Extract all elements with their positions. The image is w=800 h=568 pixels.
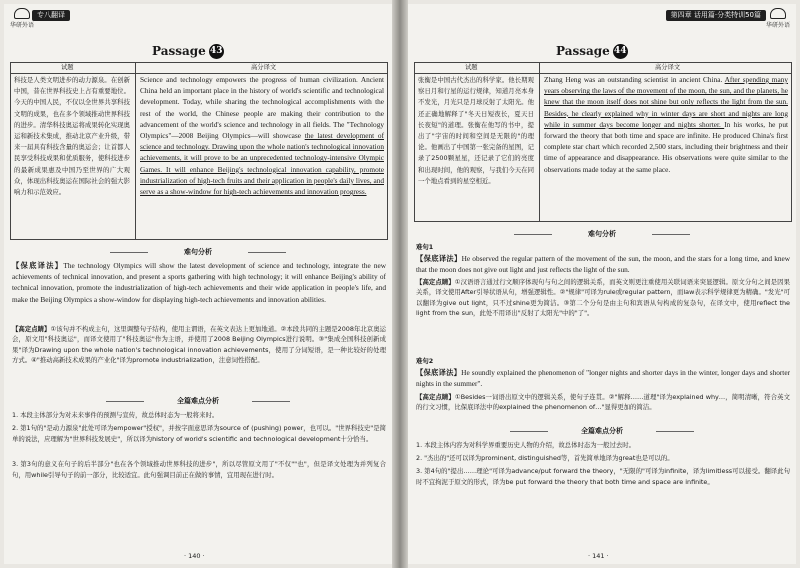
book-gutter	[392, 0, 408, 568]
passage-number: 44	[613, 44, 628, 59]
page-number: · 140 ·	[184, 552, 205, 560]
difficult-sentence-2-label: 难句2	[416, 357, 434, 365]
publisher-logo: 华研外语	[766, 8, 790, 29]
publisher-logo: 华研外语	[10, 8, 34, 29]
overall-point-2: 2. "杰出的"还可以译为prominent, distinguished等，首先简单地译为great也是可以的。	[416, 454, 674, 462]
difficulty-section-title: 难句分析	[558, 229, 646, 239]
header-badge: 专八翻译	[32, 10, 70, 21]
box-header: 试题 高分译文	[11, 63, 387, 74]
left-page	[4, 4, 392, 564]
logo-mark-icon	[770, 8, 786, 19]
difficulty-section-title: 难句分析	[154, 247, 242, 257]
overall-section-title: 全篇难点分析	[554, 426, 650, 436]
header-badge: 第四章 话用篇·分类特训50篇	[666, 10, 766, 21]
overall-point-3: 3. 第4句的"提出……理论"可译为advance/put forward the theory，"无限的"可译为infinite，译为limitless可以接受。翻译此句时不宜拘泥于原文的形式，译为be put forward the theory that both time and space are infinite。	[416, 467, 790, 487]
overall-point-1: 1. 本段主体部分为对未来事件的预测与宣传，故总体时态为一般将来时。	[12, 411, 219, 419]
passage-box	[10, 62, 388, 240]
safe-translation-1: 【保底译法】He observed the regular pattern of the movement of the sun, the moon, and the stars for a long time, and knew that the moon does not give out light and just reflects the light of the sun.	[416, 254, 790, 275]
overall-point-3: 3. 第3句的意义在句子的后半部分"也在各个领域推动世界科技的进步"，所以尽管原文用了"不仅""也"，但是译文处理为并列复合句，用while引导句子的前一部分，比较适宜。此句强调目前正在做的事情，宜用现在进行时。	[12, 460, 386, 480]
logo-mark-icon	[14, 8, 30, 19]
passage-title: Passage 44	[556, 44, 627, 58]
key-points-note: 【高定点睛】①该句并不构成主句，这里调整句子结构，使用主谓语，在英文表达上更加地道。②本段共同的主题是2008年北京奥运会，原文用"科技奥运"，而译文使用了"科技奥运"作为主语，并使用了2008 Beijing Olympics进行说明。③"集成全国科技创新成果"译为Drawing upon the whole nation's technological innovation achievements，使用了分词短语，是一种比较好的处理方式。④"推动高新技术成果的产业化"译为promote industrialization，注意词性搭配。	[12, 325, 387, 365]
overall-point-2: 2. 第1句的"是动力源泉"此处可译为empower"授权"，并按字面意思译为source of (pushing) power，也可以。"世界科技史"是简单的说法，应理解为"世界科技发展史"，所以译为history of world's scientific and technological development十分恰当。	[12, 424, 386, 444]
page-number: · 141 ·	[588, 552, 609, 560]
box-header: 试题 高分译文	[415, 63, 791, 74]
key-points-note-2: 【高定点睛】①Besides一词语出原文中的逻辑关系，使句子连贯。②"解释……道理"译为explained why…，简明清晰，符合英文的行文习惯，比保底译法中的explained the phenomenon of…"显得更加的简洁。	[416, 393, 791, 412]
chinese-source-text: 张衡是中国古代杰出的科学家。他长期观察日月和行星的运行规律，知道月亮本身不发光，月光只是月球反射了太阳光。他还正确地解释了"冬天日短夜长，夏天日长夜短"的道理。张衡在他写的书中，提出了"宇宙的时间和空间是无限的"的理论。他画出了中国第一张完备的星图，记录了2500颗星星，还记录了它们的亮度和出现时间，他的观察，与我们今天在同一个地点看到的星空相近。	[418, 76, 534, 185]
passage-number: 43	[209, 44, 224, 59]
safe-translation: 【保底译法】The technology Olympics will show the latest development of science and technology, integrate the new achievements of technical innovation, and present a sports gathering with high technology; it will enhance Beijing's ability of technical innovation, promote the industrialization of high-tech achievements and their wide application in people's life, and make the Beijing Olympics a show-window for displaying high-tech achievements and innovation abilities.	[12, 261, 386, 304]
key-points-note-1: 【高定点睛】①汉语语言通过行文顺序体现句与句之间的逻辑关系，而英文则更注重使用关联词语来突显逻辑。原文分句之间是因果关系，译文使用After引导状语从句，增强逻辑性。②"规律"可译为rule或regular pattern，而law表示科学规律更为精确。"发光"可以翻译为give out light，只不过shine更为简洁。③第二个分句是由主句和宾语从句构成的复杂句，在译文中，使用reflect the light from the sun，此处不用译出"反射了太阳光"中的"了"。	[416, 278, 790, 318]
safe-translation-2: 【保底译法】He soundly explained the phenomenon of "longer nights and shorter days in the winter, longer days and shorter nights in the summer".	[416, 368, 790, 389]
chinese-source-text: 科技是人类文明进步的动力源泉。在创新中国，昔在世界科技史上占有重要地位。今天的中国人民，不仅以全世界共享科技文明的成果，也在多个领域推动世界科技的进步。清华科技奥运将成果转化实现奥运和新技术集成，推动北京产业升级，带来一届具有科技含量的奥运会；让首都人民享受科技成果和优质服务，使科技进步的最新成果惠及中国乃至世界的广大观众，体现出科技奥运在国际社会的强大影响力和示范效应。	[14, 76, 130, 197]
column-divider	[135, 63, 136, 239]
passage-title: Passage 43	[152, 44, 223, 58]
column-divider	[539, 63, 540, 221]
english-translation: Zhang Heng was an outstanding scientist in ancient China. After spending many years observing the laws of the movement of the moon, the sun, and the planets, he knew that the moon itself does not shine but only reflects the light from the sun. Besides, he clearly explained why in winter days are short and nights are long while in summer days become longer and nights shorter. In his works, he put forward the theory that both time and space are infinite. He produced China's first complete star chart which recorded 2,500 stars, including their brightness and their time of appearance and disappearance. His observations were quite similar to the observations made today at the same place.	[544, 75, 788, 174]
english-translation: Science and technology empowers the progress of human civilization. Ancient China held an important place in the history of world's scientific and technological development. Today, while sharing the technological accomplishments with the rest of the world, the Chinese people are making their contribution to the advancement of the world's science and technology in all fields. The "Technology Olympics"—2008 Beijing Olympics—will showcase the latest development of science and technology. Drawing upon the whole nation's technological innovation achievements, it will prove to be an unprecedented technology-intensive Olympic Games. It will enhance Beijing's technological innovation capability, promote industrialization of high-tech fruits and their application in people's daily lives, and serve as a show-window for high-tech achievements and innovation progress.	[140, 75, 384, 197]
difficult-sentence-1-label: 难句1	[416, 243, 434, 251]
overall-point-1: 1. 本段主体内容为对科学界重要历史人物的介绍，故总体时态为一般过去时。	[416, 441, 636, 449]
overall-section-title: 全篇难点分析	[150, 396, 246, 406]
passage-box	[414, 62, 792, 222]
right-page	[408, 4, 796, 564]
